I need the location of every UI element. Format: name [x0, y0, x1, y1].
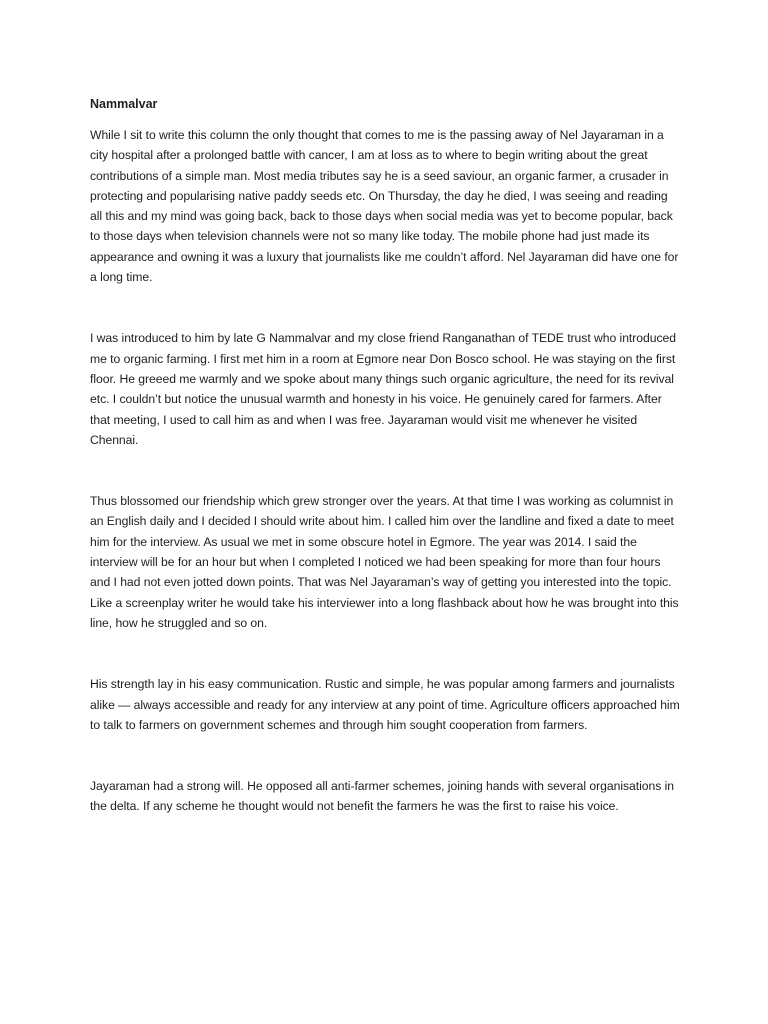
paragraph-3: Thus blossomed our friendship which grew stronger over the years. At that time I was working as columnist in an English daily and I decided I should write about him. I called him over the landline and fixed a date to meet him for the interview. As usual we met in some obscure hotel in Egmore. The year was 2014. I said the interview will be for an hour but when I completed I noticed we had been speaking for more than four hours and I had not even jotted down points. That was Nel Jayaraman’s way of getting you interested into the topic. Like a screenplay writer he would take his interviewer into a long flashback about how he was brought into this line, how he struggled and so on. — [90, 494, 679, 630]
paragraph-1: While I sit to write this column the only thought that comes to me is the passing away of Nel Jayaraman in a city hospital after a prolonged battle with cancer, I am at loss as to where to begin writing about the great contributions of a simple man. Most media tributes say he is a seed saviour, an organic farmer, a crusader in protecting and popularising native paddy seeds etc. On Thursday, the day he died, I was seeing and reading all this and my mind was going back, back to those days when social media was yet to become popular, back to those days when television channels were not so many like today. The mobile phone had just made its appearance and owning it was a luxury that journalists like me couldn’t afford. Nel Jayaraman did have one for a long time. — [90, 128, 679, 285]
document-title: Nammalvar — [90, 97, 158, 111]
document-body — [90, 94, 682, 817]
paragraph-2: I was introduced to him by late G Nammalvar and my close friend Ranganathan of TEDE trust who introduced me to organic farming. I first met him in a room at Egmore near Don Bosco school. He was staying on the first floor. He greeed me warmly and we spoke about many things such organic agriculture, the need for its revival etc. I couldn’t but notice the unusual warmth and honesty in his voice. He genuinely cared for farmers. After that meeting, I used to call him as and when I was free. Jayaraman would visit me whenever he visited Chennai. — [90, 331, 676, 447]
paragraph-4: His strength lay in his easy communication. Rustic and simple, he was popular among farmers and journalists alike — always accessible and ready for any interview at any point of time. Agriculture officers approached him to talk to farmers on government schemes and through him sought cooperation from farmers. — [90, 677, 680, 732]
paragraph-5: Jayaraman had a strong will. He opposed all anti-farmer schemes, joining hands with several organisations in the delta. If any scheme he thought would not benefit the farmers he was the first to raise his voice. — [90, 779, 674, 814]
